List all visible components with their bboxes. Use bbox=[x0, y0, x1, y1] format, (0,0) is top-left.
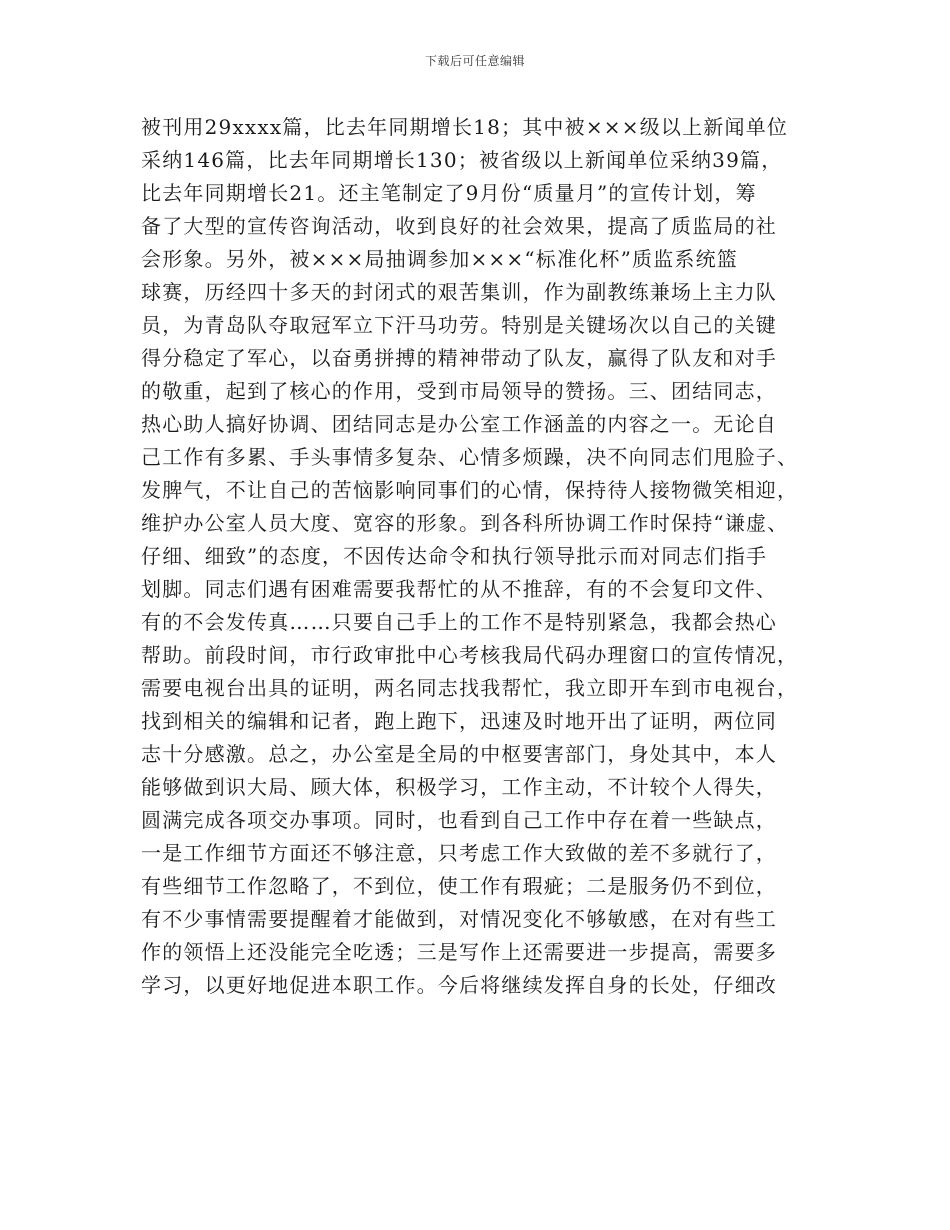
text-line: 的敬重，起到了核心的作用，受到市局领导的赞扬。三、团结同志， bbox=[141, 379, 777, 403]
text-line: 划脚。同志们遇有困难需要我帮忙的从不推辞，有的不会复印文件、 bbox=[141, 577, 777, 601]
text-line: 球赛，历经四十多天的封闭式的艰苦集训，作为副教练兼场上主力队 bbox=[141, 280, 777, 304]
text-line: 比去年同期增长21。还主笔制定了9月份“质量月”的宣传计划，筹 bbox=[141, 181, 757, 205]
text-line: 发脾气，不让自己的苦恼影响同事们的心情，保持待人接物微笑相迎， bbox=[141, 478, 799, 502]
text-line: 得分稳定了军心，以奋勇拼搏的精神带动了队友，赢得了队友和对手 bbox=[141, 346, 777, 370]
text-line: 热心助人搞好协调、团结同志是办公室工作涵盖的内容之一。无论自 bbox=[141, 412, 777, 436]
text-line: 维护办公室人员大度、宽容的形象。到各科所协调工作时保持“谦虚、 bbox=[141, 511, 789, 535]
text-line: 圆满完成各项交办事项。同时，也看到自己工作中存在着一些缺点， bbox=[141, 808, 777, 832]
text-line: 有些细节工作忽略了，不到位，使工作有瑕疵；二是服务仍不到位， bbox=[141, 874, 777, 898]
text-line: 员，为青岛队夺取冠军立下汗马功劳。特别是关键场次以自己的关键 bbox=[141, 313, 777, 337]
text-line: 找到相关的编辑和记者，跑上跑下，迅速及时地开出了证明，两位同 bbox=[141, 709, 777, 733]
text-line: 志十分感激。总之，办公室是全局的中枢要害部门，身处其中，本人 bbox=[141, 742, 777, 766]
text-line: 需要电视台出具的证明，两名同志找我帮忙，我立即开车到市电视台， bbox=[141, 676, 799, 700]
text-line: 采纳146篇，比去年同期增长130；被省级以上新闻单位采纳39篇， bbox=[141, 148, 783, 172]
text-line: 有的不会发传真……只要自己手上的工作不是特别紧急，我都会热心 bbox=[141, 610, 777, 634]
text-line: 仔细、细致”的态度，不因传达命令和执行领导批示而对同志们指手 bbox=[141, 544, 768, 568]
text-line: 作的领悟上还没能完全吃透；三是写作上还需要进一步提高，需要多 bbox=[141, 940, 777, 964]
text-line: 备了大型的宣传咨询活动，收到良好的社会效果，提高了质监局的社 bbox=[141, 214, 777, 238]
text-line: 己工作有多累、手头事情多复杂、心情多烦躁，决不向同志们甩脸子、 bbox=[141, 445, 799, 469]
text-line: 能够做到识大局、顾大体，积极学习，工作主动，不计较个人得失， bbox=[141, 775, 777, 799]
text-line: 一是工作细节方面还不够注意，只考虑工作大致做的差不多就行了， bbox=[141, 841, 777, 865]
text-line: 有不少事情需要提醒着才能做到，对情况变化不够敏感，在对有些工 bbox=[141, 907, 777, 931]
text-line: 学习，以更好地促进本职工作。今后将继续发挥自身的长处，仔细改 bbox=[141, 973, 777, 997]
document-body bbox=[141, 111, 821, 1002]
text-line: 帮助。前段时间，市行政审批中心考核我局代码办理窗口的宣传情况， bbox=[141, 643, 799, 667]
page-header: 下载后可任意编辑 bbox=[424, 54, 525, 68]
text-line: 被刊用29xxxx篇，比去年同期增长18；其中被×××级以上新闻单位 bbox=[141, 115, 789, 139]
text-line: 会形象。另外，被×××局抽调参加×××“标准化杯”质监系统篮 bbox=[141, 247, 738, 271]
